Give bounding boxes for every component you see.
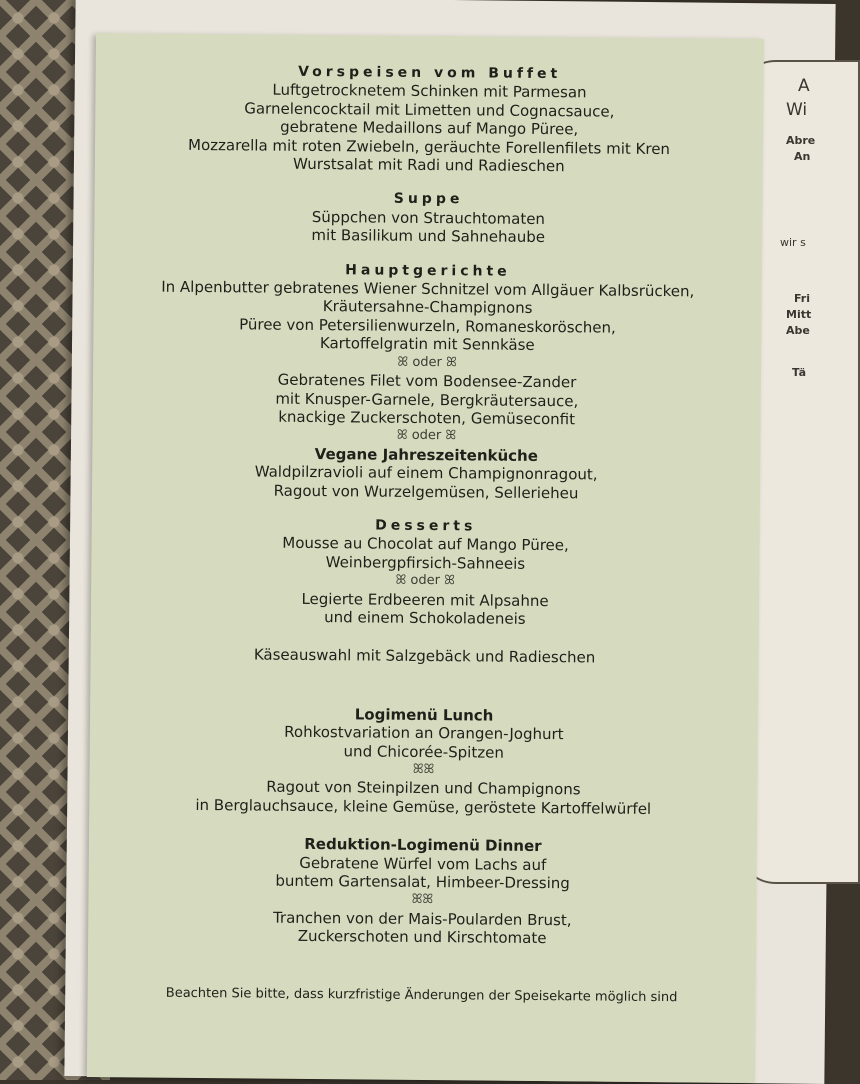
vegan-title: Vegane Jahreszeitenküche bbox=[314, 444, 539, 465]
menu-line: Rohkostvariation an Orangen-Joghurt bbox=[284, 722, 564, 744]
menu-line: und Chicorée-Spitzen bbox=[343, 741, 504, 762]
menu-line: Püree von Petersilienwurzeln, Romaneskoröschen, bbox=[239, 315, 616, 337]
menu-line: gebratene Medaillons auf Mango Püree, bbox=[280, 117, 579, 139]
menu-line: Weinbergpfirsich-Sahneeis bbox=[325, 552, 526, 573]
menu-line: und einem Schokoladeneis bbox=[324, 608, 526, 628]
starters-heading: Vorspeisen vom Buffet bbox=[298, 63, 562, 83]
side-card-fragment: An bbox=[794, 150, 811, 163]
menu-card bbox=[87, 33, 764, 1083]
menu-line: Kartoffelgratin mit Sennkäse bbox=[319, 334, 535, 355]
dinner-title: Reduktion-Logimenü Dinner bbox=[304, 835, 542, 856]
desserts-heading: Desserts bbox=[375, 517, 477, 535]
side-card-fragment: Tä bbox=[792, 366, 807, 379]
menu-line: Luftgetrocknetem Schinken mit Parmesan bbox=[272, 81, 587, 102]
menu-line: Gebratene Würfel vom Lachs auf bbox=[299, 853, 547, 874]
footer-note: Beachten Sie bitte, dass kurzfristige Änderungen der Speisekarte möglich sind bbox=[165, 985, 678, 1005]
soup-heading: Suppe bbox=[393, 191, 464, 208]
menu-line: Süppchen von Strauchtomaten bbox=[311, 207, 546, 228]
menu-line: Kräutersahne-Champignons bbox=[322, 297, 533, 318]
side-card-fragment: Abre bbox=[786, 134, 816, 147]
ornament-divider: ꕤꕤ bbox=[411, 892, 434, 908]
menu-line: in Berglauchsauce, kleine Gemüse, geröstete Kartoffelwürfel bbox=[195, 795, 652, 818]
menu-line: Ragout von Steinpilzen und Champignons bbox=[266, 778, 581, 799]
or-divider: ꕤ oder ꕤ bbox=[397, 354, 457, 370]
or-divider: ꕤ oder ꕤ bbox=[396, 428, 457, 444]
menu-line: In Alpenbutter gebratenes Wiener Schnitzel vom Allgäuer Kalbsrücken, bbox=[161, 277, 695, 301]
lunch-title: Logimenü Lunch bbox=[354, 705, 494, 725]
menu-line: Zuckerschoten und Kirschtomate bbox=[297, 927, 547, 948]
cheese-line: Käseauswahl mit Salzgebäck und Radieschen bbox=[253, 645, 596, 667]
side-card-fragment: Wi bbox=[786, 100, 808, 120]
menu-line: Garnelencocktail mit Limetten und Cognacsauce, bbox=[244, 99, 615, 121]
side-card-fragment: Abe bbox=[786, 324, 810, 337]
menu-line: knackige Zuckerschoten, Gemüseconfit bbox=[278, 407, 576, 429]
menu-line: Legierte Erdbeeren mit Alpsahne bbox=[301, 589, 549, 610]
side-card-fragment: wir s bbox=[780, 236, 806, 249]
side-card-fragment: Fri bbox=[794, 292, 811, 305]
menu-line: Mousse au Chocolat auf Mango Püree, bbox=[282, 534, 569, 555]
or-divider: ꕤ oder ꕤ bbox=[395, 572, 456, 589]
menu-line: Ragout von Wurzelgemüsen, Sellerieheu bbox=[273, 481, 579, 502]
menu-line: mit Knusper-Garnele, Bergkräutersauce, bbox=[275, 389, 579, 410]
menu-line: Gebratenes Filet vom Bodensee-Zander bbox=[277, 370, 577, 392]
side-card-fragment: A bbox=[798, 76, 810, 96]
menu-line: Mozzarella mit roten Zwiebeln, geräuchte Forellenfilets mit Kren bbox=[187, 135, 671, 158]
menu-line: Tranchen von der Mais-Poularden Brust, bbox=[272, 908, 572, 930]
menu-line: mit Basilikum und Sahnehaube bbox=[311, 226, 546, 247]
mains-heading: Hauptgerichte bbox=[345, 261, 511, 280]
menu-content bbox=[88, 61, 764, 1008]
side-card-fragment: Mitt bbox=[786, 308, 812, 321]
menu-line: Wurstsalat mit Radi und Radieschen bbox=[292, 154, 565, 176]
menu-line: Waldpilzravioli auf einem Champignonragout, bbox=[254, 462, 598, 484]
menu-line: buntem Gartensalat, Himbeer-Dressing bbox=[275, 871, 570, 893]
ornament-divider: ꕤꕤ bbox=[412, 761, 435, 778]
